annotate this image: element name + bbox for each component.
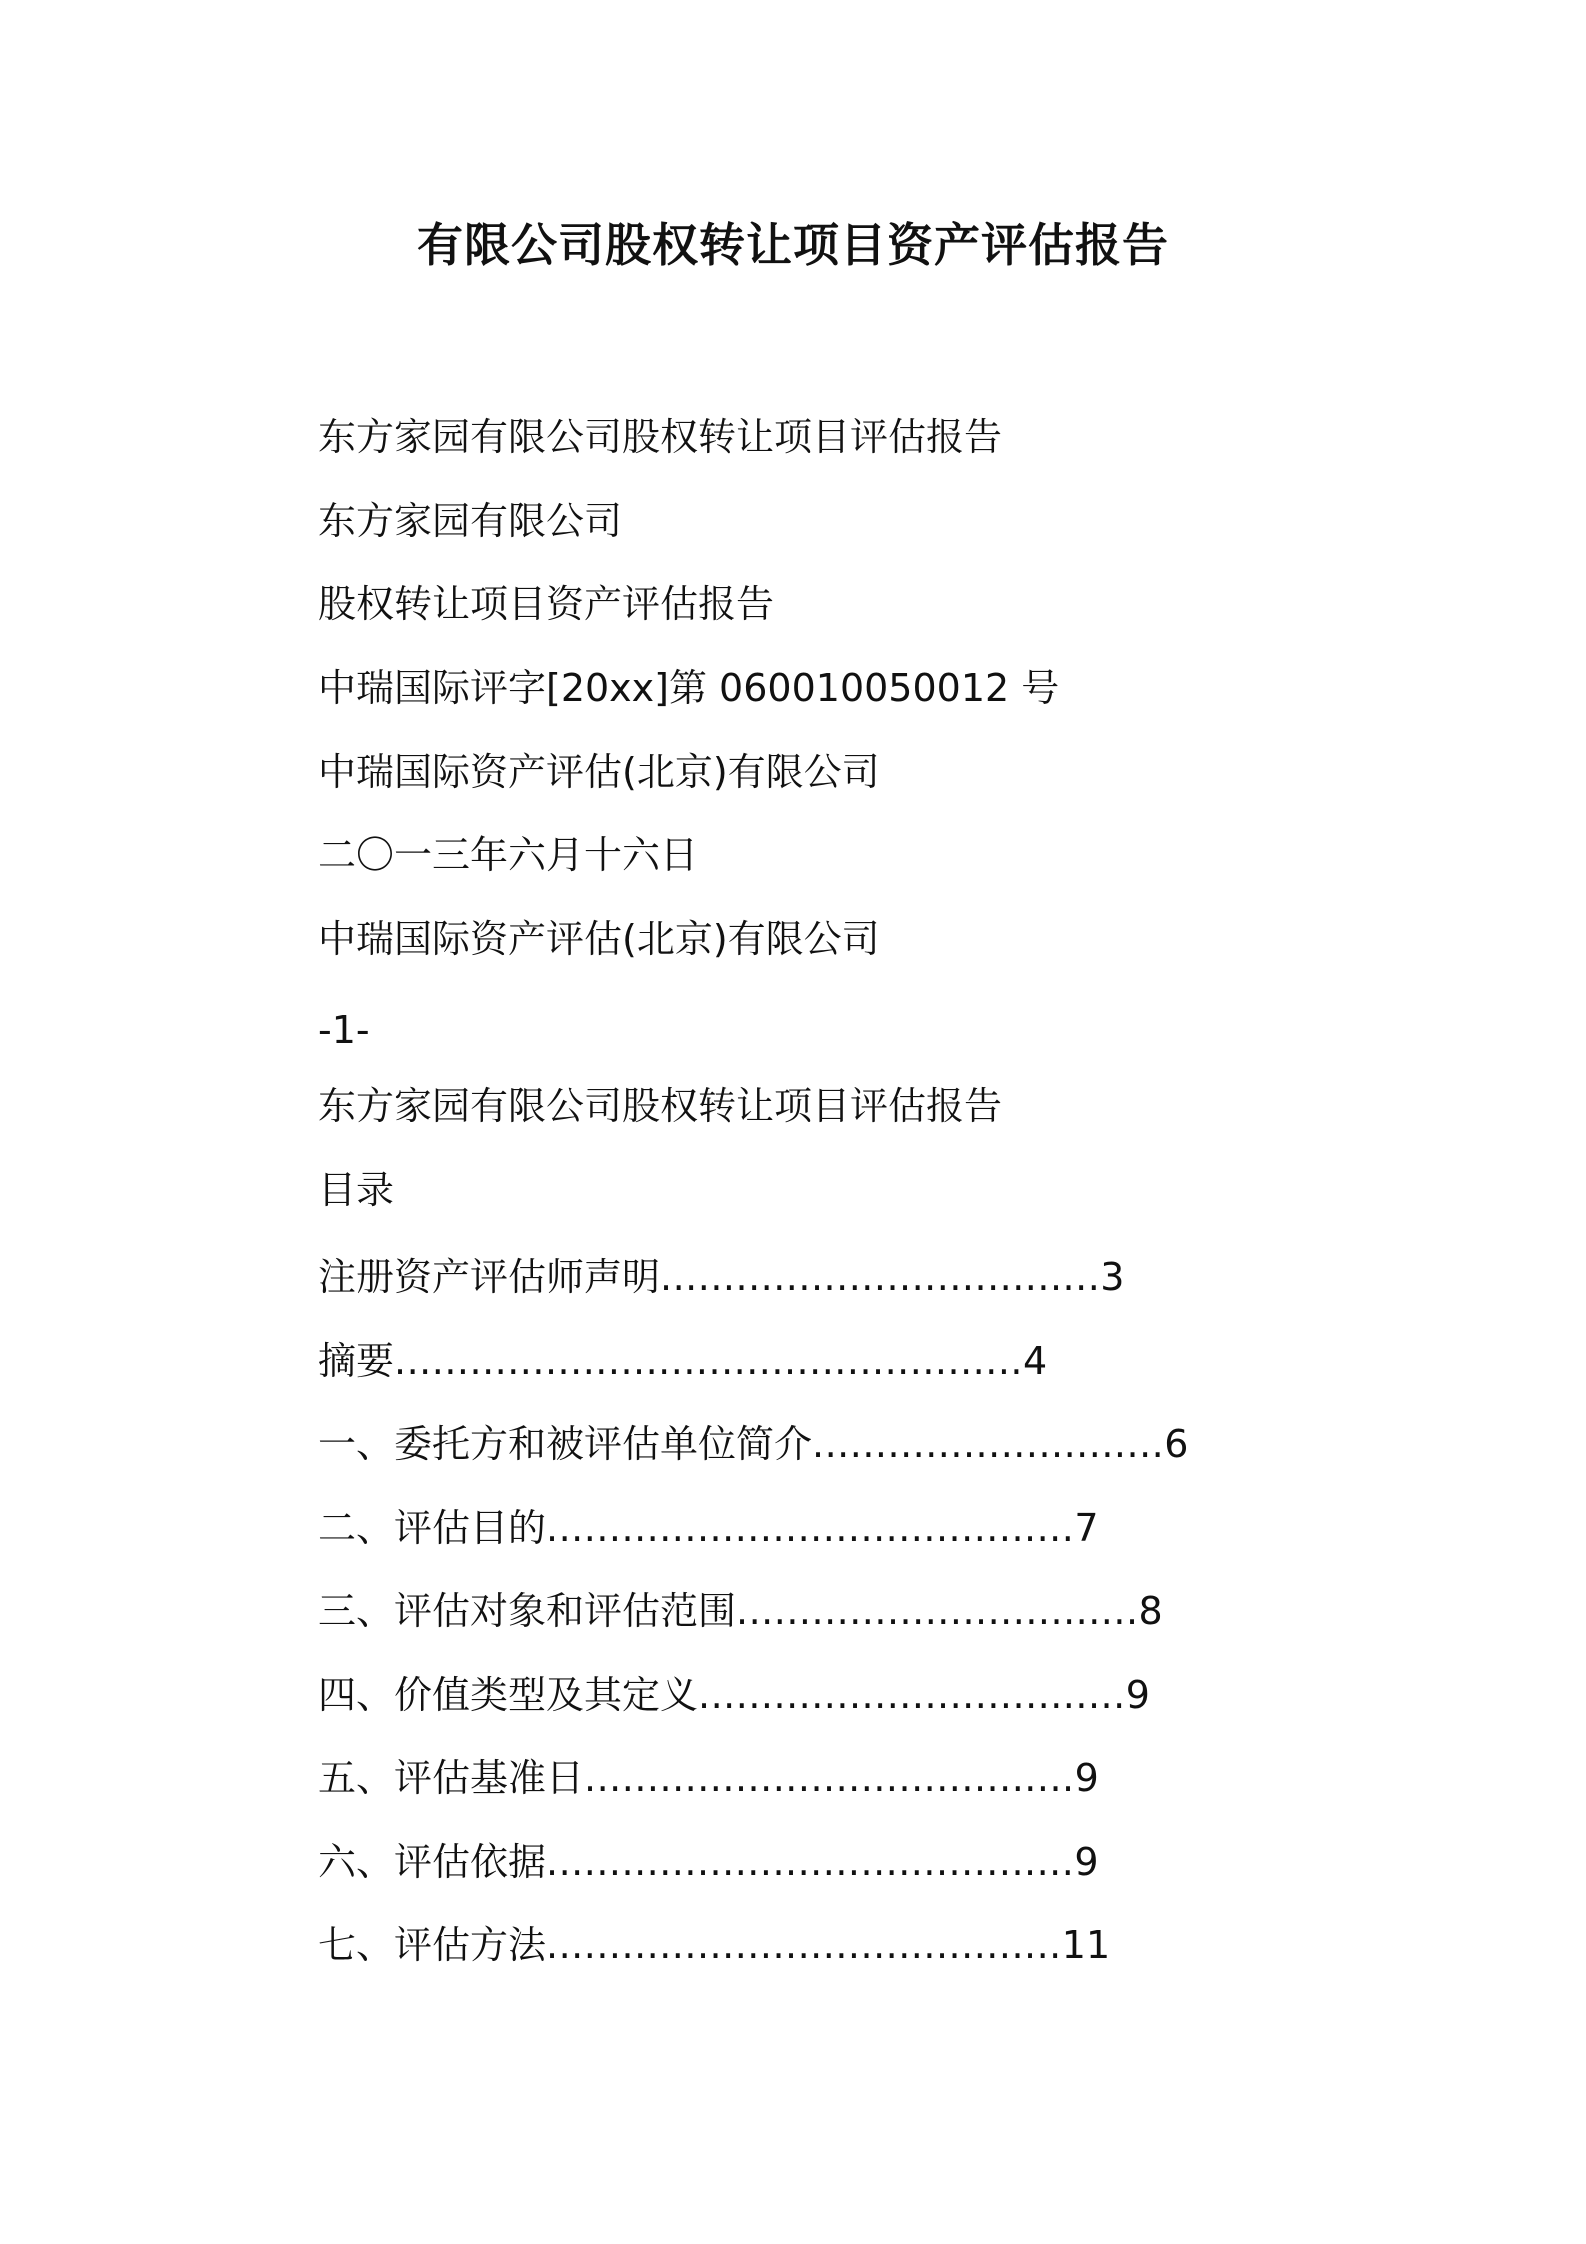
cover-company: 东方家园有限公司 [318, 499, 623, 543]
toc-entry-label: 四、价值类型及其定义 [318, 1673, 699, 1717]
toc-entry-label: 五、评估基准日 [318, 1756, 585, 1800]
toc-entry-label: 一、委托方和被评估单位简介 [318, 1422, 813, 1466]
toc-leader-dots: ......................................... [546, 1923, 1062, 1967]
cover-header: 东方家园有限公司股权转让项目评估报告 [318, 415, 1003, 459]
toc-entry-page: 6 [1164, 1422, 1189, 1466]
toc-entry-page: 7 [1074, 1506, 1099, 1550]
toc-entry[interactable] [318, 1584, 1163, 1638]
toc-entry[interactable] [318, 1751, 1099, 1805]
toc-leader-dots: ................................... [660, 1255, 1101, 1299]
page-number: -1- [318, 1008, 370, 1052]
toc-entry[interactable] [318, 1334, 1047, 1388]
toc-leader-dots: .......................................... [546, 1840, 1075, 1884]
report-number: 中瑞国际评字[20xx]第 060010050012 号 [318, 666, 1060, 710]
toc-entry-label: 六、评估依据 [318, 1840, 547, 1884]
toc-leader-dots: .......................................... [546, 1506, 1075, 1550]
toc-entry[interactable] [318, 1835, 1099, 1889]
toc-page-header: 东方家园有限公司股权转让项目评估报告 [318, 1084, 1003, 1128]
toc-entry-page: 8 [1138, 1589, 1163, 1633]
issuer-name: 中瑞国际资产评估(北京)有限公司 [318, 750, 880, 794]
toc-leader-dots: .................................. [698, 1673, 1126, 1717]
toc-entry-label: 七、评估方法 [318, 1923, 547, 1967]
toc-entry-page: 9 [1074, 1840, 1099, 1884]
toc-entry-label: 三、评估对象和评估范围 [318, 1589, 737, 1633]
issuer-footer: 中瑞国际资产评估(北京)有限公司 [318, 917, 880, 961]
toc-entry[interactable] [318, 1250, 1124, 1304]
toc-entry[interactable] [318, 1417, 1188, 1471]
toc-leader-dots: .................................................. [394, 1339, 1023, 1383]
report-date: 二〇一三年六月十六日 [318, 833, 699, 877]
toc-entry-page: 9 [1074, 1756, 1099, 1800]
toc-entry-page: 9 [1125, 1673, 1150, 1717]
toc-entry[interactable] [318, 1918, 1110, 1972]
toc-entry-label: 二、评估目的 [318, 1506, 547, 1550]
toc-entry-page: 3 [1100, 1255, 1125, 1299]
cover-report-name: 股权转让项目资产评估报告 [318, 582, 775, 626]
toc-entry-page: 11 [1061, 1923, 1111, 1967]
toc-entry-label: 摘要 [318, 1339, 395, 1383]
toc-entry[interactable] [318, 1501, 1099, 1555]
toc-leader-dots: ................................ [736, 1589, 1139, 1633]
toc-entry-page: 4 [1022, 1339, 1048, 1383]
toc-heading: 目录 [318, 1168, 395, 1212]
toc-leader-dots: ............................ [812, 1422, 1165, 1466]
toc-entry[interactable] [318, 1668, 1150, 1722]
toc-entry-label: 注册资产评估师声明 [318, 1255, 661, 1299]
toc-leader-dots: ....................................... [584, 1756, 1075, 1800]
document-title: 有限公司股权转让项目资产评估报告 [417, 218, 1169, 272]
